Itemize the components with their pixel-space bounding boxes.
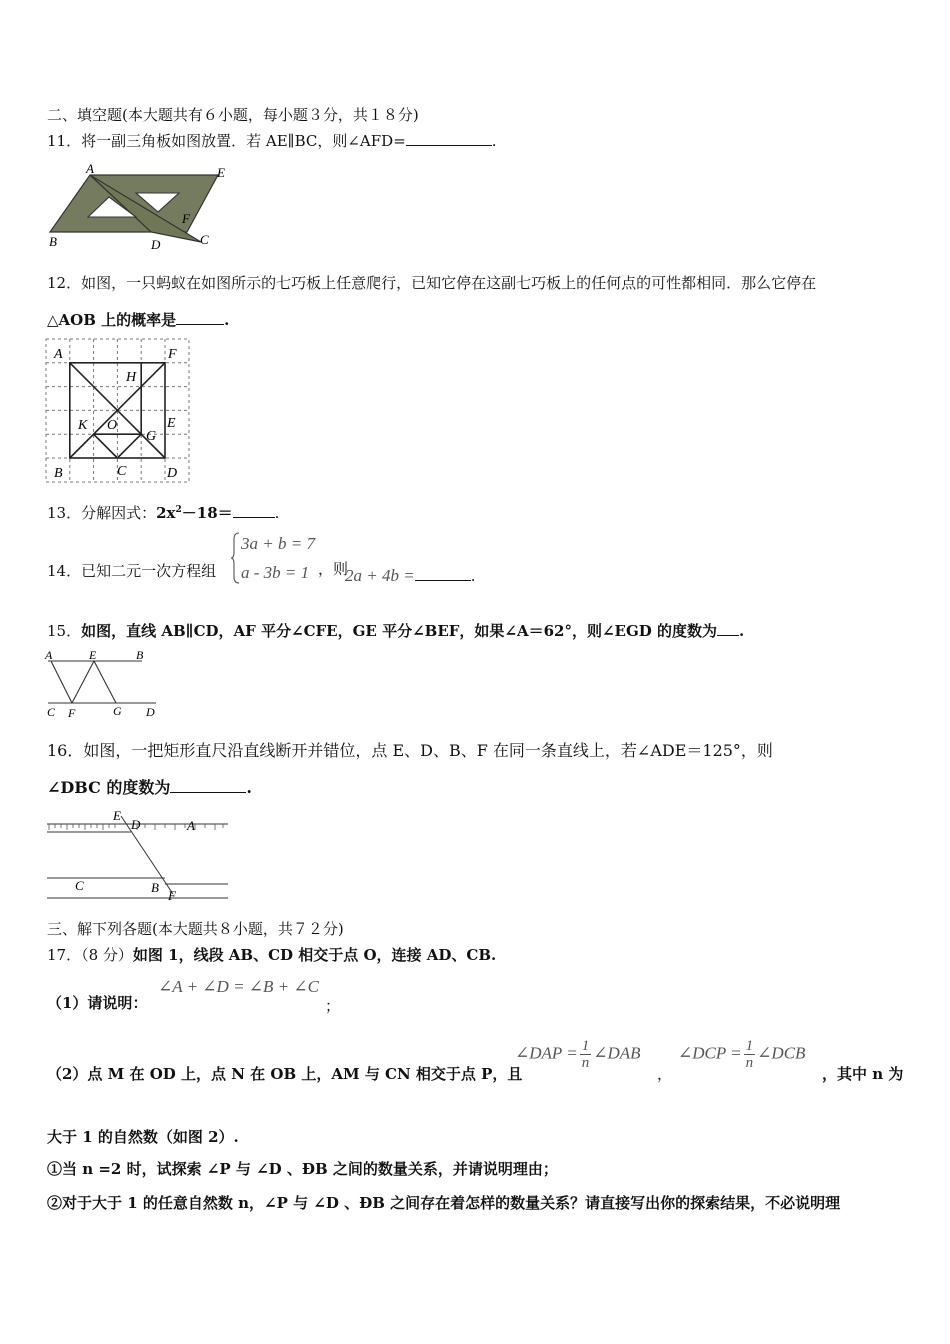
label-F: F [68,706,76,720]
question-17 [47,944,496,965]
question-12 [47,272,816,293]
label-E: E [217,165,225,180]
fraction-numerator: 1 [581,1038,590,1054]
exponent: 2 [175,505,182,515]
label-F: F [182,211,190,226]
label-D: D [146,705,155,719]
fraction-numerator: 1 [745,1038,754,1054]
period: . [246,778,252,797]
label-F: F [168,888,176,903]
label-A: A [54,347,63,362]
figure-triangle-rulers [46,160,231,255]
label-B: B [151,880,159,895]
label-O: O [107,418,118,433]
label-C: C [75,878,84,893]
label-C: C [47,705,56,719]
q17-part1-end: ； [325,997,341,1015]
figure-ruler [45,808,235,903]
question-text: 如图，一把矩形直尺沿直线断开并错位，点 E、D、B、F 在同一条直线上，若∠ADE＝125°，则 [83,741,773,760]
q17-part2-line2: 大于 1 的自然数（如图 2）. [47,1128,239,1146]
equation-1: 3a + b = 7 [241,534,315,553]
expression-right: ∠DCB [757,1043,806,1063]
answer-blank[interactable] [170,778,246,793]
question-number: 17． [47,946,82,964]
label-B: B [136,648,144,662]
label-D: D [151,237,161,252]
q17-subquestion-2: ②对于大于 1 的任意自然数 n，∠P 与 ∠D 、ÐB 之间存在着怎样的数量关系？请直接写出你的探索结果，不必说明理 [47,1194,841,1212]
question-text: 如图 1，线段 AB、CD 相交于点 O，连接 AD、CB. [132,946,497,964]
expression-right: ∠DAB [593,1043,641,1063]
fraction [580,1038,592,1071]
question-15 [47,620,744,641]
equation-system-brace [231,532,241,584]
label-K: K [78,418,88,433]
q17-part2-expression-1 [515,1038,641,1071]
label-A: A [86,161,94,176]
question-number: 11． [47,132,82,150]
q17-subquestion-1: ①当 n =2 时，试探索 ∠P 与 ∠D 、ÐB 之间的数量关系，并请说明理由； [47,1160,558,1178]
question-14-tail [345,566,475,586]
label-E: E [113,808,121,823]
q17-part2-label: （2）点 M 在 OD 上，点 N 在 OB 上，AM 与 CN 相交于点 P，且 [47,1065,523,1083]
period: . [491,132,497,150]
answer-blank[interactable] [176,310,224,325]
answer-blank[interactable] [406,131,492,146]
question-12-line2 [47,309,229,330]
equation-2: a - 3b = 1 [241,563,310,582]
question-11 [47,130,497,151]
label-D: D [167,466,178,481]
label-G: G [146,429,157,444]
score: （8 分） [81,946,133,964]
section-title: 二、填空题(本大题共有６小题，每小题３分，共１８分) [47,106,419,124]
question-number: 16． [47,741,84,760]
section-title: 三、解下列各题(本大题共８小题，共７２分) [47,920,344,938]
question-number: 15． [47,622,82,640]
label-D: D [131,817,141,832]
q17-part1-expression: ∠A + ∠D = ∠B + ∠C [158,977,319,996]
period: . [274,504,280,522]
question-text: 已知二元一次方程组 [81,562,217,580]
question-14 [47,560,216,581]
question-number: 14． [47,562,82,580]
q17-part2-tail: ，其中 n 为 [822,1065,904,1083]
label-A: A [187,818,195,833]
label-F: F [168,347,177,362]
fraction-denominator: n [581,1055,590,1071]
label-C: C [200,232,209,247]
question-text: 如图，一只蚂蚁在如图所示的七巧板上任意爬行，已知它停在这副七巧板上的任何点的可性都相同．那么它停在 [81,274,817,292]
q17-part1-label: （1）请说明： [47,994,148,1012]
question-text: △AOB 上的概率是 [47,311,177,329]
question-text: 分解因式： [81,504,157,522]
period: . [470,567,476,585]
question-number: 12． [47,274,82,292]
label-E: E [89,648,97,662]
label-H: H [126,370,137,385]
period: . [739,622,745,640]
question-16 [47,738,773,761]
question-16-line2 [47,775,252,798]
figure-tangram [45,338,191,484]
then-text: ，则 [318,560,349,578]
q17-part2-expression-2 [678,1038,805,1071]
answer-blank[interactable] [717,621,739,636]
comma: ， [657,1065,673,1083]
expression-left: ∠DCP = [678,1043,742,1063]
label-G: G [113,704,122,718]
period: . [224,311,230,329]
expression: 2x [156,504,176,522]
fraction [744,1038,756,1071]
label-E: E [167,416,176,431]
question-text: 将一副三角板如图放置．若 AE∥BC，则∠AFD= [81,132,406,150]
question-text: 如图，直线 AB∥CD，AF 平分∠CFE，GE 平分∠BEF，如果∠A＝62°，则∠EGD 的度数为 [81,622,718,640]
label-B: B [54,466,63,481]
question-text: ∠DBC 的度数为 [47,778,171,797]
figure-parallel-lines [44,646,164,721]
expression: 2a + 4b = [345,566,415,585]
label-C: C [117,464,127,479]
question-number: 13． [47,504,82,522]
question-13 [47,502,279,523]
expression-rest: －18＝ [181,504,233,522]
answer-blank[interactable] [415,566,471,581]
label-A: A [45,648,53,662]
expression-left: ∠DAP = [515,1043,578,1063]
fraction-denominator: n [745,1055,754,1071]
label-B: B [49,234,57,249]
answer-blank[interactable] [233,503,275,518]
